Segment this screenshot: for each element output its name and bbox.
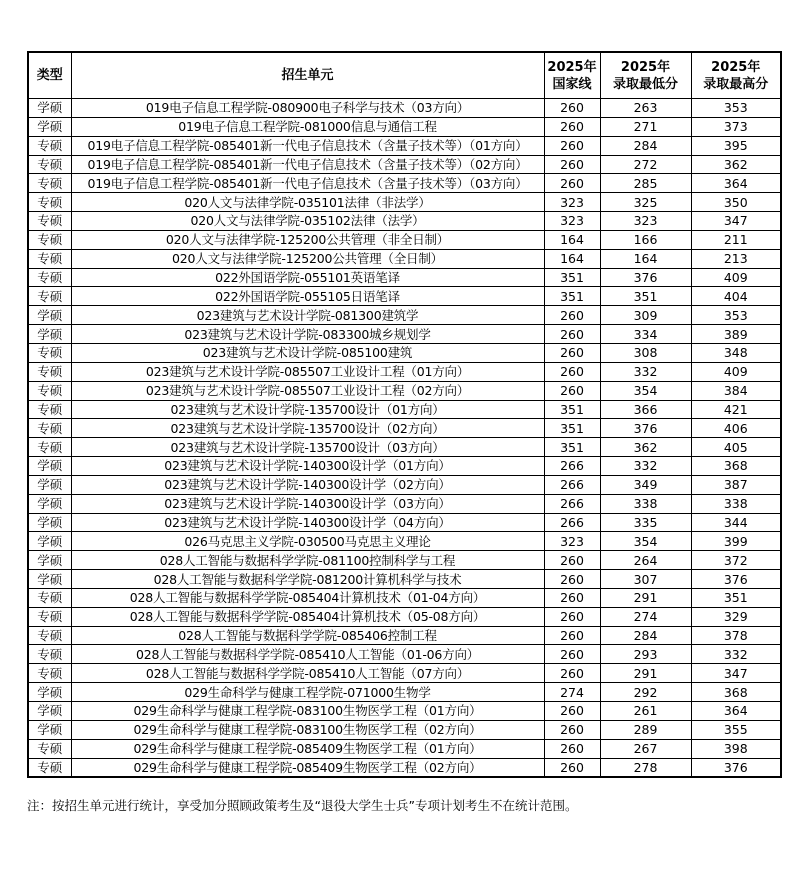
cell-max-score: 362 [691, 155, 781, 174]
cell-min-score: 293 [600, 645, 691, 664]
cell-type: 专硕 [28, 230, 71, 249]
cell-unit: 020人文与法律学院-125200公共管理（全日制） [71, 249, 544, 268]
cell-max-score: 399 [691, 532, 781, 551]
cell-type: 专硕 [28, 381, 71, 400]
cell-national-line: 260 [544, 381, 600, 400]
cell-unit: 023建筑与艺术设计学院-140300设计学（04方向） [71, 513, 544, 532]
cell-min-score: 349 [600, 475, 691, 494]
cell-unit: 019电子信息工程学院-081000信息与通信工程 [71, 117, 544, 136]
cell-national-line: 260 [544, 343, 600, 362]
cell-national-line: 260 [544, 117, 600, 136]
cell-national-line: 260 [544, 325, 600, 344]
cell-min-score: 354 [600, 381, 691, 400]
cell-max-score: 395 [691, 136, 781, 155]
cell-min-score: 274 [600, 607, 691, 626]
cell-type: 专硕 [28, 758, 71, 777]
cell-national-line: 351 [544, 287, 600, 306]
cell-min-score: 376 [600, 419, 691, 438]
cell-min-score: 338 [600, 494, 691, 513]
table-row [28, 287, 781, 306]
table-body [28, 99, 781, 778]
cell-type: 学硕 [28, 532, 71, 551]
cell-type: 专硕 [28, 268, 71, 287]
cell-type: 学硕 [28, 494, 71, 513]
table-row [28, 645, 781, 664]
cell-max-score: 389 [691, 325, 781, 344]
cell-unit: 023建筑与艺术设计学院-085507工业设计工程（01方向） [71, 362, 544, 381]
table-row [28, 230, 781, 249]
cell-national-line: 323 [544, 212, 600, 231]
table-row [28, 551, 781, 570]
cell-national-line: 164 [544, 249, 600, 268]
cell-national-line: 266 [544, 457, 600, 476]
cell-national-line: 260 [544, 739, 600, 758]
header-min-score-year: 2025年 [620, 59, 671, 75]
table-row [28, 607, 781, 626]
cell-type: 专硕 [28, 155, 71, 174]
cell-type: 学硕 [28, 306, 71, 325]
table-header-row [28, 52, 781, 99]
cell-max-score: 347 [691, 212, 781, 231]
cell-max-score: 332 [691, 645, 781, 664]
cell-unit: 029生命科学与健康工程学院-083100生物医学工程（01方向） [71, 702, 544, 721]
cell-min-score: 263 [600, 99, 691, 118]
cell-unit: 026马克思主义学院-030500马克思主义理论 [71, 532, 544, 551]
table-row [28, 683, 781, 702]
cell-max-score: 353 [691, 306, 781, 325]
cell-national-line: 260 [544, 155, 600, 174]
cell-max-score: 376 [691, 570, 781, 589]
cell-unit: 029生命科学与健康工程学院-085409生物医学工程（02方向） [71, 758, 544, 777]
table-row [28, 570, 781, 589]
cell-national-line: 260 [544, 99, 600, 118]
table-row [28, 174, 781, 193]
cell-unit: 023建筑与艺术设计学院-140300设计学（03方向） [71, 494, 544, 513]
cell-min-score: 285 [600, 174, 691, 193]
cell-min-score: 289 [600, 720, 691, 739]
cell-national-line: 260 [544, 362, 600, 381]
cell-max-score: 347 [691, 664, 781, 683]
cell-max-score: 384 [691, 381, 781, 400]
cell-national-line: 266 [544, 475, 600, 494]
cell-type: 专硕 [28, 400, 71, 419]
cell-min-score: 332 [600, 362, 691, 381]
cell-national-line: 260 [544, 626, 600, 645]
table-row [28, 588, 781, 607]
cell-national-line: 260 [544, 570, 600, 589]
cell-type: 学硕 [28, 570, 71, 589]
cell-min-score: 267 [600, 739, 691, 758]
cell-max-score: 378 [691, 626, 781, 645]
cell-max-score: 213 [691, 249, 781, 268]
cell-type: 专硕 [28, 419, 71, 438]
cell-unit: 029生命科学与健康工程学院-071000生物学 [71, 683, 544, 702]
cell-unit: 023建筑与艺术设计学院-085507工业设计工程（02方向） [71, 381, 544, 400]
cell-max-score: 373 [691, 117, 781, 136]
header-national-line [544, 52, 600, 99]
table-row [28, 155, 781, 174]
cell-national-line: 164 [544, 230, 600, 249]
header-max-score-label: 录取最高分 [703, 76, 769, 92]
table-row [28, 457, 781, 476]
cell-unit: 028人工智能与数据科学学院-081100控制科学与工程 [71, 551, 544, 570]
cell-max-score: 355 [691, 720, 781, 739]
cell-min-score: 332 [600, 457, 691, 476]
cell-unit: 023建筑与艺术设计学院-081300建筑学 [71, 306, 544, 325]
cell-type: 学硕 [28, 551, 71, 570]
cell-type: 专硕 [28, 343, 71, 362]
cell-min-score: 291 [600, 588, 691, 607]
table-row [28, 249, 781, 268]
table-row [28, 739, 781, 758]
cell-min-score: 291 [600, 664, 691, 683]
cell-unit: 020人文与法律学院-035101法律（非法学） [71, 193, 544, 212]
cell-min-score: 272 [600, 155, 691, 174]
cell-unit: 019电子信息工程学院-085401新一代电子信息技术（含量子技术等）（03方向） [71, 174, 544, 193]
table-row [28, 362, 781, 381]
table-row [28, 117, 781, 136]
cell-type: 学硕 [28, 457, 71, 476]
header-min-score [600, 52, 691, 99]
cell-max-score: 211 [691, 230, 781, 249]
cell-unit: 028人工智能与数据科学学院-085404计算机技术（05-08方向） [71, 607, 544, 626]
cell-max-score: 404 [691, 287, 781, 306]
cell-unit: 023建筑与艺术设计学院-135700设计（02方向） [71, 419, 544, 438]
cell-unit: 023建筑与艺术设计学院-140300设计学（02方向） [71, 475, 544, 494]
table-row [28, 268, 781, 287]
table-row [28, 664, 781, 683]
cell-min-score: 292 [600, 683, 691, 702]
cell-min-score: 325 [600, 193, 691, 212]
cell-national-line: 260 [544, 607, 600, 626]
table-row [28, 513, 781, 532]
cell-max-score: 406 [691, 419, 781, 438]
cell-min-score: 354 [600, 532, 691, 551]
cell-max-score: 368 [691, 683, 781, 702]
cell-type: 专硕 [28, 212, 71, 231]
cell-min-score: 284 [600, 626, 691, 645]
cell-national-line: 351 [544, 438, 600, 457]
cell-type: 专硕 [28, 193, 71, 212]
table-row [28, 758, 781, 777]
cell-max-score: 344 [691, 513, 781, 532]
table-row [28, 99, 781, 118]
admission-scores-table-wrapper [27, 51, 780, 778]
cell-national-line: 266 [544, 494, 600, 513]
cell-national-line: 351 [544, 419, 600, 438]
table-row [28, 532, 781, 551]
cell-unit: 023建筑与艺术设计学院-085100建筑 [71, 343, 544, 362]
cell-max-score: 350 [691, 193, 781, 212]
cell-type: 学硕 [28, 99, 71, 118]
cell-type: 专硕 [28, 645, 71, 664]
cell-max-score: 348 [691, 343, 781, 362]
cell-unit: 028人工智能与数据科学学院-085406控制工程 [71, 626, 544, 645]
cell-unit: 029生命科学与健康工程学院-085409生物医学工程（01方向） [71, 739, 544, 758]
cell-unit: 023建筑与艺术设计学院-140300设计学（01方向） [71, 457, 544, 476]
cell-unit: 028人工智能与数据科学学院-085410人工智能（01-06方向） [71, 645, 544, 664]
cell-type: 学硕 [28, 683, 71, 702]
cell-type: 专硕 [28, 249, 71, 268]
cell-national-line: 274 [544, 683, 600, 702]
cell-type: 学硕 [28, 475, 71, 494]
table-row [28, 343, 781, 362]
table-row [28, 494, 781, 513]
cell-type: 学硕 [28, 117, 71, 136]
header-min-score-label: 录取最低分 [612, 76, 678, 92]
cell-national-line: 260 [544, 136, 600, 155]
cell-max-score: 364 [691, 702, 781, 721]
cell-max-score: 398 [691, 739, 781, 758]
cell-max-score: 329 [691, 607, 781, 626]
cell-max-score: 372 [691, 551, 781, 570]
cell-max-score: 409 [691, 268, 781, 287]
cell-max-score: 409 [691, 362, 781, 381]
cell-national-line: 260 [544, 588, 600, 607]
table-row [28, 475, 781, 494]
cell-max-score: 421 [691, 400, 781, 419]
cell-type: 学硕 [28, 702, 71, 721]
cell-type: 专硕 [28, 438, 71, 457]
cell-type: 专硕 [28, 588, 71, 607]
cell-unit: 022外国语学院-055105日语笔译 [71, 287, 544, 306]
footnote: 注：按招生单元进行统计，享受加分照顾政策考生及“退役大学生士兵”专项计划考生不在统计范围。 [27, 798, 578, 813]
cell-min-score: 164 [600, 249, 691, 268]
cell-max-score: 353 [691, 99, 781, 118]
cell-unit: 023建筑与艺术设计学院-135700设计（01方向） [71, 400, 544, 419]
cell-max-score: 364 [691, 174, 781, 193]
cell-national-line: 323 [544, 532, 600, 551]
cell-min-score: 271 [600, 117, 691, 136]
cell-unit: 019电子信息工程学院-085401新一代电子信息技术（含量子技术等）（01方向） [71, 136, 544, 155]
cell-min-score: 261 [600, 702, 691, 721]
cell-type: 专硕 [28, 174, 71, 193]
cell-type: 学硕 [28, 513, 71, 532]
table-row [28, 306, 781, 325]
cell-unit: 028人工智能与数据科学学院-085404计算机技术（01-04方向） [71, 588, 544, 607]
cell-min-score: 308 [600, 343, 691, 362]
cell-type: 学硕 [28, 325, 71, 344]
cell-type: 学硕 [28, 720, 71, 739]
cell-unit: 028人工智能与数据科学学院-085410人工智能（07方向） [71, 664, 544, 683]
cell-national-line: 260 [544, 664, 600, 683]
cell-max-score: 351 [691, 588, 781, 607]
cell-unit: 029生命科学与健康工程学院-083100生物医学工程（02方向） [71, 720, 544, 739]
cell-unit: 019电子信息工程学院-080900电子科学与技术（03方向） [71, 99, 544, 118]
cell-national-line: 351 [544, 400, 600, 419]
cell-max-score: 376 [691, 758, 781, 777]
cell-type: 专硕 [28, 362, 71, 381]
cell-max-score: 368 [691, 457, 781, 476]
table-row [28, 702, 781, 721]
cell-min-score: 284 [600, 136, 691, 155]
cell-national-line: 260 [544, 758, 600, 777]
cell-min-score: 309 [600, 306, 691, 325]
cell-national-line: 323 [544, 193, 600, 212]
header-type: 类型 [28, 52, 71, 99]
header-max-score-year: 2025年 [711, 59, 761, 75]
cell-unit: 020人文与法律学院-035102法律（法学） [71, 212, 544, 231]
table-row [28, 325, 781, 344]
admission-scores-table [27, 51, 782, 778]
cell-type: 专硕 [28, 287, 71, 306]
cell-min-score: 335 [600, 513, 691, 532]
cell-min-score: 362 [600, 438, 691, 457]
cell-max-score: 387 [691, 475, 781, 494]
cell-min-score: 334 [600, 325, 691, 344]
cell-type: 专硕 [28, 136, 71, 155]
cell-unit: 023建筑与艺术设计学院-083300城乡规划学 [71, 325, 544, 344]
cell-min-score: 264 [600, 551, 691, 570]
cell-type: 专硕 [28, 739, 71, 758]
cell-national-line: 260 [544, 645, 600, 664]
cell-unit: 022外国语学院-055101英语笔译 [71, 268, 544, 287]
cell-type: 专硕 [28, 664, 71, 683]
cell-national-line: 260 [544, 306, 600, 325]
cell-unit: 019电子信息工程学院-085401新一代电子信息技术（含量子技术等）（02方向） [71, 155, 544, 174]
cell-national-line: 266 [544, 513, 600, 532]
cell-min-score: 278 [600, 758, 691, 777]
table-row [28, 212, 781, 231]
header-max-score [691, 52, 781, 99]
cell-min-score: 166 [600, 230, 691, 249]
cell-national-line: 260 [544, 551, 600, 570]
cell-unit: 023建筑与艺术设计学院-135700设计（03方向） [71, 438, 544, 457]
table-row [28, 400, 781, 419]
cell-min-score: 376 [600, 268, 691, 287]
table-row [28, 720, 781, 739]
header-national-line-year: 2025年 [547, 59, 597, 75]
cell-min-score: 307 [600, 570, 691, 589]
cell-unit: 020人文与法律学院-125200公共管理（非全日制） [71, 230, 544, 249]
table-row [28, 438, 781, 457]
cell-national-line: 351 [544, 268, 600, 287]
cell-max-score: 405 [691, 438, 781, 457]
cell-national-line: 260 [544, 720, 600, 739]
table-row [28, 136, 781, 155]
cell-type: 专硕 [28, 607, 71, 626]
table-row [28, 419, 781, 438]
header-unit: 招生单元 [71, 52, 544, 99]
cell-max-score: 338 [691, 494, 781, 513]
cell-unit: 028人工智能与数据科学学院-081200计算机科学与技术 [71, 570, 544, 589]
cell-min-score: 366 [600, 400, 691, 419]
cell-min-score: 351 [600, 287, 691, 306]
cell-national-line: 260 [544, 702, 600, 721]
header-national-line-label: 国家线 [552, 76, 592, 92]
cell-type: 专硕 [28, 626, 71, 645]
table-row [28, 381, 781, 400]
table-row [28, 193, 781, 212]
table-row [28, 626, 781, 645]
cell-min-score: 323 [600, 212, 691, 231]
cell-national-line: 260 [544, 174, 600, 193]
